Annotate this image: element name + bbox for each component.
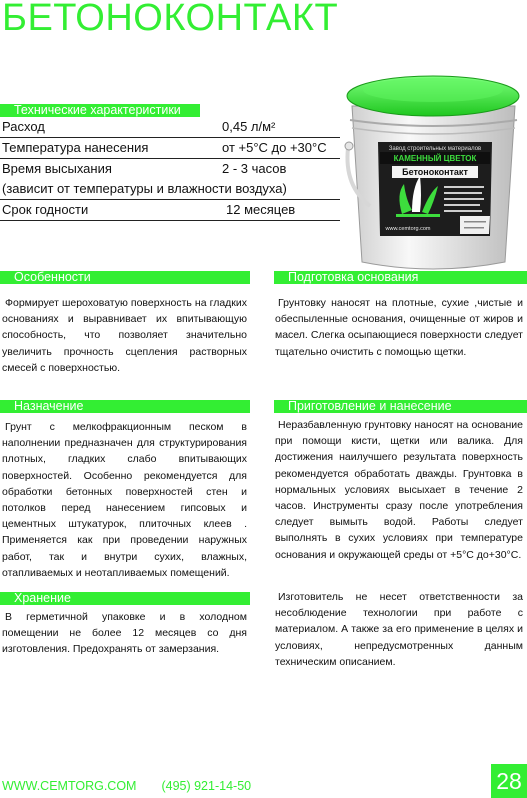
features-text: Формирует шероховатую поверхность на гладких основаниях и выравнивает их впитывающую способность, что позволяет значительно увеличить прочность сцепления растворных смесей с поверхностью. bbox=[2, 297, 247, 374]
footer-phone: (495) 921-14-50 bbox=[161, 779, 252, 793]
product-bucket-image bbox=[340, 66, 527, 272]
features-header: Особенности bbox=[0, 271, 250, 284]
page-number: 28 bbox=[491, 764, 527, 798]
storage-text: В герметичной упаковке и в холодном помещении не более 12 месяцев со дня изготовления. Предохранять от замерзания. bbox=[2, 611, 247, 656]
spec-value: 12 месяцев bbox=[226, 202, 296, 217]
storage-header: Хранение bbox=[0, 592, 250, 605]
spec-value: 0,45 л/м² bbox=[222, 119, 276, 134]
footer-contacts bbox=[2, 779, 251, 793]
application-header: Приготовление и нанесение bbox=[274, 400, 527, 413]
spec-row bbox=[0, 138, 340, 159]
spec-note: (зависит от температуры и влажности воздуха) bbox=[2, 181, 287, 196]
spec-row bbox=[0, 117, 340, 138]
purpose-header: Назначение bbox=[0, 400, 250, 413]
base-prep-text: Грунтовку наносят на плотные, сухие ,чистые и обеспыленные основания, очищенные от жиров и масел. Слегка осыпающиеся поверхности следует тщательно очистить с помощью щетки. bbox=[275, 297, 523, 358]
application-text: Неразбавленную грунтовку наносят на основание при помощи кисти, щетки или валика. Для достижения наилучшего результата поверхность рекомендуется обработать дважды. Грунтовка в нормальных условиях высыхает в течение 2 часов. Инструменты сразу после употребления следует вымыть водой. Работы следует выполнять в сухих условиях при температуре основания и окружающей среды от +5°С до+30°С. bbox=[275, 419, 523, 561]
specs-header: Технические характеристики bbox=[0, 104, 200, 117]
page-title: БЕТОНОКОНТАКТ bbox=[2, 0, 339, 39]
specs-table bbox=[0, 104, 340, 221]
footer-website[interactable]: WWW.CEMTORG.COM bbox=[2, 779, 137, 793]
spec-label: Расход bbox=[2, 119, 45, 134]
spec-label: Температура нанесения bbox=[2, 140, 149, 155]
spec-row bbox=[0, 159, 340, 179]
spec-value: 2 - 3 часов bbox=[222, 161, 287, 176]
base-prep-header: Подготовка основания bbox=[274, 271, 527, 284]
spec-row bbox=[0, 179, 340, 200]
purpose-text: Грунт с мелкофракционным песком в наполнении предназначен для структурирования плотных, гладких слабо впитывающих поверхностей. Особенно рекомендуется для обработки бетонных поверхностей стен и потолков перед нанесением гипсовых и цементных штукатурок, плиточных клеев . Применяется как при проведении наружных работ, так и внутри сухих, влажных, отапливаемых и неотапливаемых помещений. bbox=[2, 421, 247, 579]
disclaimer-text: Изготовитель не несет ответственности за несоблюдение технологии при работе с материалом. А также за его применение в целях и условиях, непредусмотренных данным техническим описанием. bbox=[275, 591, 523, 668]
bucket-label-top: Завод строительных материалов bbox=[388, 146, 482, 152]
spec-row bbox=[0, 200, 340, 221]
spec-label: Время высыхания bbox=[2, 161, 112, 176]
bucket-brand: КАМЕННЫЙ ЦВЕТОК bbox=[393, 154, 477, 163]
bucket-product-name: Бетоноконтакт bbox=[402, 167, 468, 177]
spec-value: от +5°С до +30°С bbox=[222, 140, 327, 155]
spec-label: Срок годности bbox=[2, 202, 89, 217]
bucket-website: www.cemtorg.com bbox=[385, 226, 431, 232]
